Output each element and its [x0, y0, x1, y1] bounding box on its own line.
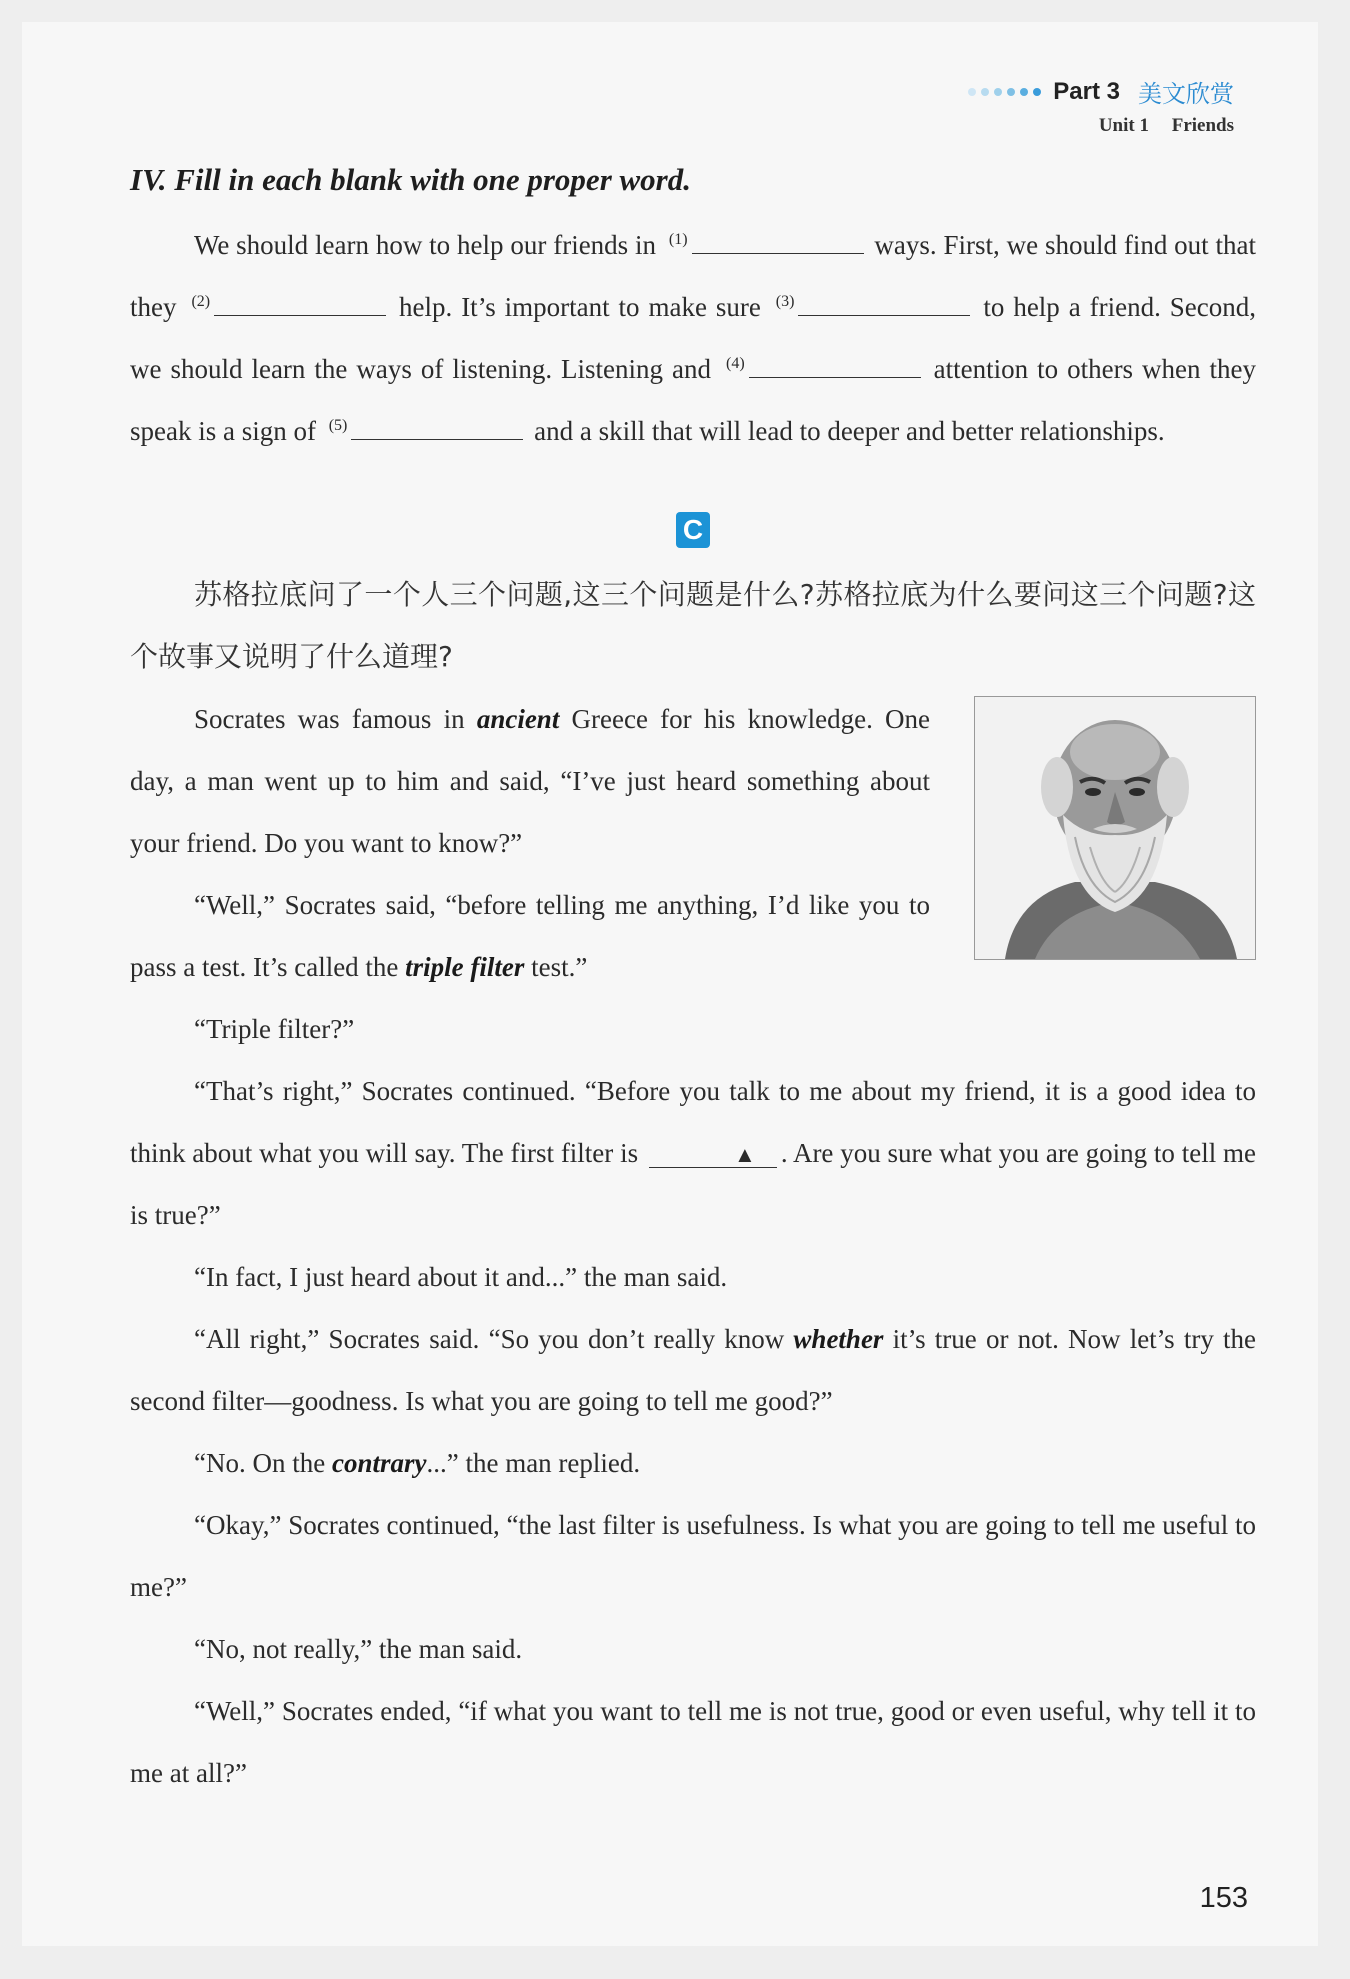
unit-label: Unit 1 — [1098, 115, 1149, 136]
socrates-portrait — [974, 696, 1256, 960]
story-text: it’s true or not. Now let’s try the second filter—goodness. Is what you are going to tell me good?” — [130, 1324, 1257, 1416]
dot-icon — [981, 88, 989, 96]
glossary-word: contrary — [331, 1448, 427, 1478]
story-paragraph — [130, 688, 930, 874]
exercise-paragraph — [130, 214, 1256, 462]
story — [130, 688, 1256, 1804]
blank-number: (4) — [726, 355, 745, 372]
page-number: 153 — [1199, 1882, 1248, 1914]
story-text: “That’s right,” Socrates continued. “Before you talk to me about my friend, it is a good idea to think about what you will say. The first filter is — [130, 1076, 1256, 1168]
story-paragraph: “Well,” Socrates ended, “if what you want to tell me is not true, good or even useful, why tell it to me at all?” — [130, 1696, 1256, 1788]
part-label: Part 3 — [1053, 77, 1120, 105]
section-badge: C — [676, 512, 710, 548]
blank-number: (2) — [191, 293, 211, 310]
triangle-icon: ▲ — [734, 1142, 756, 1167]
bust-illustration-icon — [975, 697, 1255, 959]
part-title-cn: 美文欣赏 — [1138, 80, 1234, 108]
dot-icon — [968, 88, 976, 96]
answer-blank — [649, 1140, 777, 1168]
exercise-text: attention to others when they speak is a sign of — [130, 354, 1257, 446]
blank-number: (3) — [775, 293, 795, 310]
story-text: . Are you sure what you are going to tell me is true?” — [130, 1138, 1256, 1230]
blank-line — [351, 412, 523, 440]
story-paragraph: “Triple filter?” — [194, 1014, 355, 1044]
story-text: “No. On the — [194, 1448, 326, 1478]
story-paragraph: “Okay,” Socrates continued, “the last filter is usefulness. Is what you are going to tell me useful to me?” — [130, 1510, 1256, 1602]
glossary-word: triple filter — [405, 952, 525, 982]
story-text: ...” the man replied. — [426, 1448, 641, 1478]
dot-icon — [994, 88, 1002, 96]
unit-title: Friends — [1171, 115, 1234, 136]
blank-line — [214, 288, 386, 316]
decorative-dots — [968, 88, 1041, 96]
blank-line — [798, 288, 970, 316]
story-text: test.” — [531, 952, 588, 982]
dot-icon — [1033, 88, 1041, 96]
story-paragraph — [130, 1432, 1256, 1494]
main-content — [130, 162, 1256, 1804]
story-paragraph: “No, not really,” the man said. — [194, 1634, 523, 1664]
story-paragraph — [130, 1308, 1256, 1432]
page-header — [968, 74, 1234, 137]
glossary-word: whether — [793, 1324, 884, 1354]
intro-question-cn: 苏格拉底问了一个人三个问题,这三个问题是什么?苏格拉底为什么要问这三个问题?这个故事又说明了什么道理? — [130, 578, 1256, 673]
exercise-text: help. It’s important to make sure — [399, 292, 761, 322]
story-text: “All right,” Socrates said. “So you don’t really know — [194, 1324, 785, 1354]
exercise-title: IV. Fill in each blank with one proper word. — [130, 162, 691, 197]
blank-number: (1) — [668, 231, 688, 248]
blank-number: (5) — [328, 417, 348, 434]
story-text: “Well,” Socrates said, “before telling me anything, I’d like you to pass a test. It’s called the — [130, 890, 930, 982]
exercise-text: and a skill that will lead to deeper and better relationships. — [534, 416, 1165, 446]
dot-icon — [1007, 88, 1015, 96]
blank-line — [749, 350, 921, 378]
exercise-text: We should learn how to help our friends in — [194, 230, 657, 260]
story-text: Greece for his knowledge. One day, a man went up to him and said, “I’ve just heard something about your friend. Do you want to know?” — [130, 704, 931, 858]
blank-line — [692, 226, 864, 254]
page — [22, 22, 1318, 1946]
glossary-word: ancient — [476, 704, 560, 734]
exercise-text: ways. First, we should find out that they — [130, 230, 1257, 322]
exercise-text: to help a friend. Second, we should learn the ways of listening. Listening and — [130, 292, 1257, 384]
story-paragraph — [130, 1060, 1256, 1246]
story-text: Socrates was famous in — [194, 704, 465, 734]
story-paragraph: “In fact, I just heard about it and...” the man said. — [194, 1262, 728, 1292]
story-paragraph — [130, 874, 930, 998]
dot-icon — [1020, 88, 1028, 96]
